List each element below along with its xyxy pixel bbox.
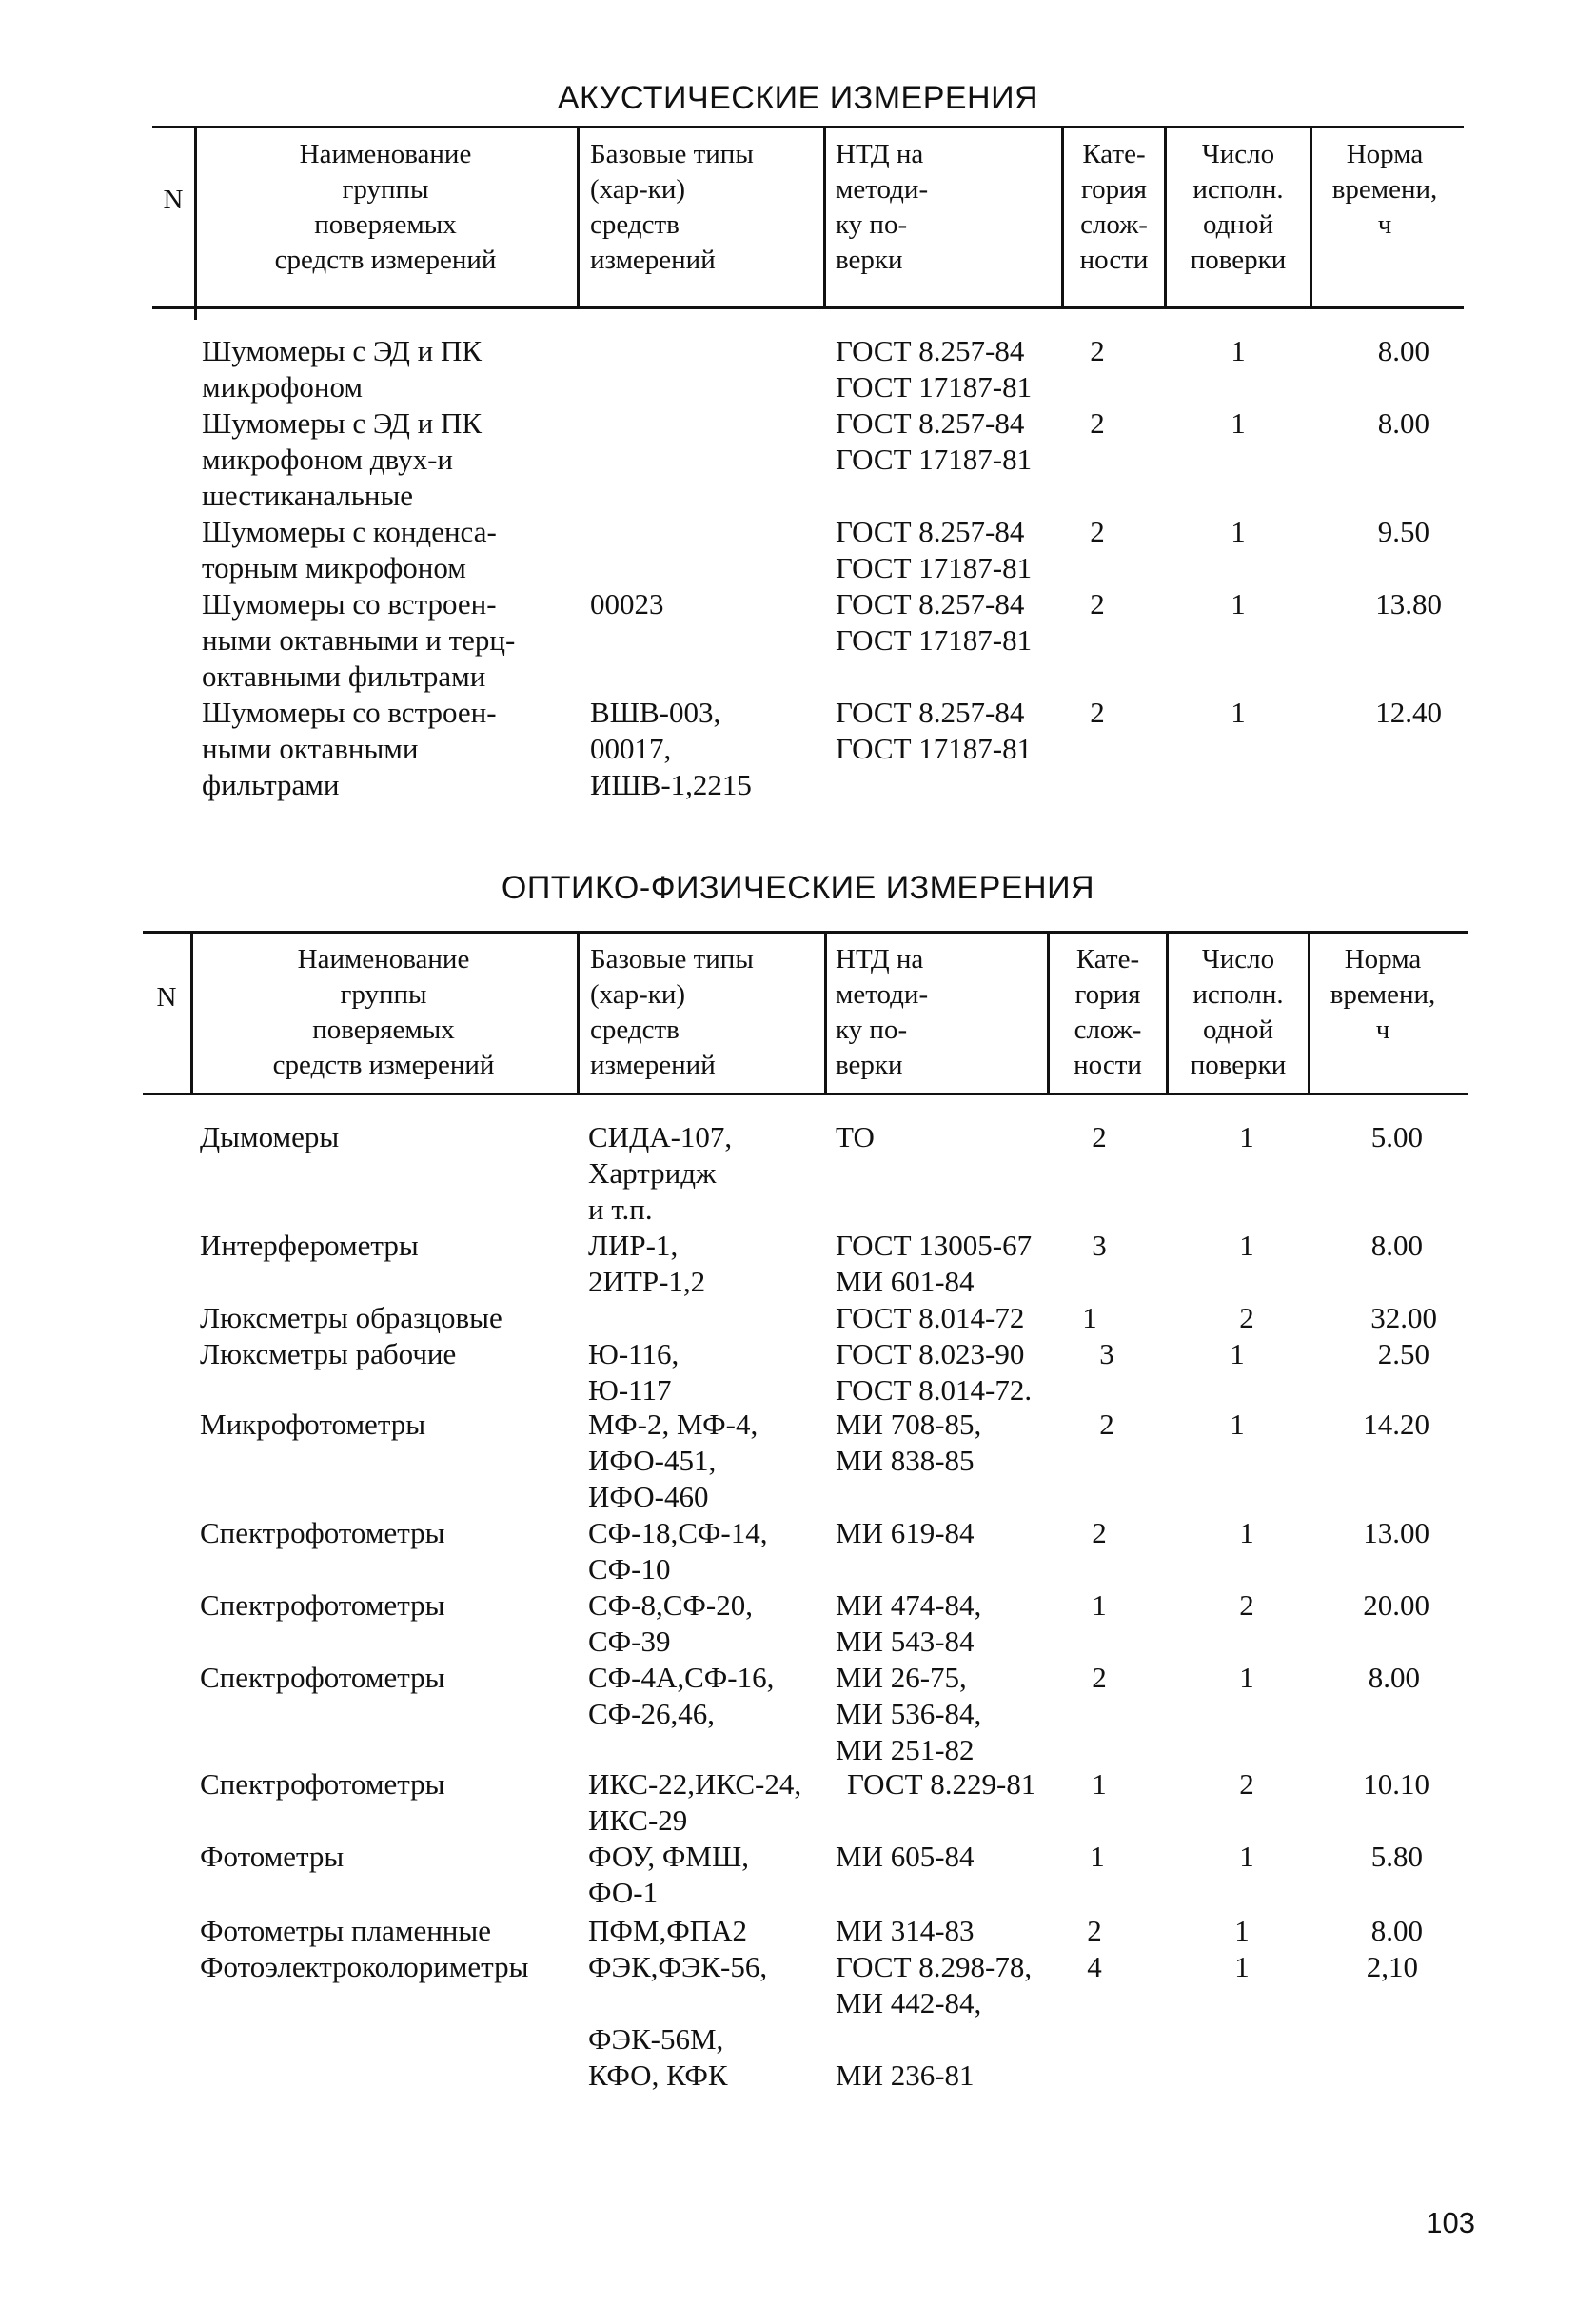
cell-count: 1 bbox=[1231, 587, 1246, 621]
cell-name: Люксметры образцовые bbox=[200, 1301, 502, 1334]
cell-count: 1 bbox=[1239, 1661, 1254, 1694]
cell-category: 3 bbox=[1099, 1337, 1114, 1370]
cell-ntd: МИ 708-85, МИ 838-85 bbox=[836, 1408, 982, 1477]
column-divider bbox=[577, 126, 580, 308]
cell-ntd: ГОСТ 8.257-84 ГОСТ 17187-81 bbox=[836, 587, 1033, 657]
column-divider bbox=[1308, 931, 1310, 1093]
cell-norm: 2.50 bbox=[1377, 1337, 1429, 1370]
cell-name: Люксметры рабочие bbox=[200, 1337, 457, 1370]
table-rule bbox=[152, 306, 1464, 309]
cell-ntd: МИ 619-84 bbox=[836, 1516, 975, 1549]
cell-ntd: ГОСТ 8.257-84 ГОСТ 17187-81 bbox=[836, 515, 1033, 584]
cell-category: 3 bbox=[1092, 1229, 1107, 1262]
cell-category: 1 bbox=[1092, 1588, 1107, 1622]
cell-name: Шумомеры с ЭД и ПК микрофоном bbox=[202, 334, 483, 404]
cell-name: Шумомеры с конденса- торным микрофоном bbox=[202, 515, 497, 584]
cell-types: ФЭК,ФЭК-56, ФЭК-56М, КФО, КФК bbox=[588, 1950, 768, 2092]
cell-ntd: МИ 474-84, МИ 543-84 bbox=[836, 1588, 982, 1658]
cell-types: СФ-18,СФ-14, СФ-10 bbox=[588, 1516, 768, 1586]
cell-ntd: ГОСТ 8.257-84 ГОСТ 17187-81 bbox=[836, 696, 1033, 765]
cell-norm: 13.80 bbox=[1375, 587, 1442, 621]
cell-ntd: ТО bbox=[836, 1120, 875, 1153]
cell-category: 1 bbox=[1082, 1301, 1097, 1334]
cell-category: 2 bbox=[1090, 515, 1105, 548]
cell-name: Спектрофотометры bbox=[200, 1588, 445, 1622]
cell-count: 1 bbox=[1231, 406, 1246, 440]
cell-category: 1 bbox=[1092, 1767, 1107, 1801]
header-ntd: НТД на методи- ку по- верки bbox=[836, 944, 929, 1080]
cell-ntd: МИ 605-84 bbox=[836, 1840, 975, 1873]
cell-name: Шумомеры со встроен- ными октавными фильтрами bbox=[202, 696, 497, 801]
cell-norm: 5.80 bbox=[1370, 1840, 1423, 1873]
table-rule bbox=[143, 931, 1468, 934]
cell-types: СФ-8,СФ-20, СФ-39 bbox=[588, 1588, 753, 1658]
cell-ntd: ГОСТ 8.014-72 bbox=[836, 1301, 1025, 1334]
cell-ntd: МИ 26-75, МИ 536-84, МИ 251-82 bbox=[836, 1661, 982, 1766]
cell-norm: 8.00 bbox=[1377, 406, 1429, 440]
cell-ntd: ГОСТ 8.257-84 ГОСТ 17187-81 bbox=[836, 334, 1033, 404]
cell-name: Спектрофотометры bbox=[200, 1661, 445, 1694]
cell-count: 1 bbox=[1239, 1840, 1254, 1873]
cell-ntd: ГОСТ 13005-67 МИ 601-84 bbox=[836, 1229, 1033, 1298]
header-ntd: НТД на методи- ку по- верки bbox=[836, 139, 929, 275]
cell-category: 2 bbox=[1099, 1408, 1114, 1441]
header-types: Базовые типы (хар-ки) средств измерений bbox=[590, 944, 754, 1080]
cell-name: Микрофотометры bbox=[200, 1408, 426, 1441]
cell-norm: 8.00 bbox=[1370, 1229, 1423, 1262]
header-norm: Норма времени, ч bbox=[1330, 944, 1436, 1045]
cell-name: Фотометры bbox=[200, 1840, 345, 1873]
cell-count: 1 bbox=[1231, 515, 1246, 548]
cell-types: Ю-116, Ю-117 bbox=[588, 1337, 680, 1407]
header-category: Кате- гория слож- ности bbox=[1074, 944, 1142, 1080]
cell-category: 1 bbox=[1090, 1840, 1105, 1873]
cell-ntd: ГОСТ 8.257-84 ГОСТ 17187-81 bbox=[836, 406, 1033, 476]
cell-norm: 10.10 bbox=[1363, 1767, 1429, 1801]
cell-norm: 8.00 bbox=[1377, 334, 1429, 367]
cell-category: 2 bbox=[1090, 696, 1105, 729]
cell-types: ВШВ-003, 00017, ИШВ-1,2215 bbox=[590, 696, 752, 801]
cell-category: 2 bbox=[1092, 1120, 1107, 1153]
cell-name: Фотометры пламенные bbox=[200, 1914, 491, 1947]
cell-ntd: ГОСТ 8.023-90 ГОСТ 8.014-72. bbox=[836, 1337, 1033, 1407]
cell-count: 2 bbox=[1239, 1767, 1254, 1801]
cell-norm: 12.40 bbox=[1375, 696, 1442, 729]
cell-norm: 2,10 bbox=[1366, 1950, 1418, 1983]
cell-norm: 14.20 bbox=[1363, 1408, 1429, 1441]
header-category: Кате- гория слож- ности bbox=[1079, 139, 1149, 275]
column-divider bbox=[824, 931, 827, 1093]
cell-category: 2 bbox=[1090, 334, 1105, 367]
cell-count: 1 bbox=[1239, 1229, 1254, 1262]
column-divider bbox=[1310, 126, 1312, 308]
header-name: Наименование группы поверяемых средств измерений bbox=[272, 944, 495, 1080]
optical-title: ОПТИКО-ФИЗИЧЕСКИЕ ИЗМЕРЕНИЯ bbox=[501, 870, 1095, 906]
column-divider bbox=[823, 126, 826, 308]
cell-types: 00023 bbox=[590, 587, 664, 621]
header-norm: Норма времени, ч bbox=[1331, 139, 1438, 240]
table-rule bbox=[152, 126, 1464, 128]
cell-name: Спектрофотометры bbox=[200, 1767, 445, 1801]
cell-types: ПФМ,ФПА2 bbox=[588, 1914, 747, 1947]
column-divider bbox=[194, 126, 197, 320]
cell-count: 2 bbox=[1239, 1301, 1254, 1334]
cell-ntd: ГОСТ 8.229-81 bbox=[847, 1767, 1036, 1801]
acoustic-title: АКУСТИЧЕСКИЕ ИЗМЕРЕНИЯ bbox=[557, 80, 1039, 116]
cell-ntd: ГОСТ 8.298-78, МИ 442-84, МИ 236-81 bbox=[836, 1950, 1033, 2092]
cell-types: ЛИР-1, 2ИТР-1,2 bbox=[588, 1229, 706, 1298]
table-rule bbox=[143, 1093, 1468, 1095]
cell-norm: 32.00 bbox=[1370, 1301, 1437, 1334]
cell-name: Дымомеры bbox=[200, 1120, 340, 1153]
cell-category: 2 bbox=[1092, 1516, 1107, 1549]
column-divider bbox=[190, 931, 193, 1093]
cell-count: 1 bbox=[1231, 334, 1246, 367]
header-types: Базовые типы (хар-ки) средств измерений bbox=[590, 139, 754, 275]
cell-norm: 5.00 bbox=[1370, 1120, 1423, 1153]
header-count: Число исполн. одной поверки bbox=[1190, 139, 1287, 275]
cell-types: СФ-4А,СФ-16, СФ-26,46, bbox=[588, 1661, 775, 1730]
header-count: Число исполн. одной поверки bbox=[1190, 944, 1287, 1080]
cell-count: 1 bbox=[1231, 696, 1246, 729]
cell-types: СИДА-107, Хартридж и т.п. bbox=[588, 1120, 733, 1226]
cell-category: 2 bbox=[1087, 1914, 1102, 1947]
cell-count: 1 bbox=[1234, 1950, 1250, 1983]
cell-norm: 8.00 bbox=[1368, 1661, 1420, 1694]
cell-types: МФ-2, МФ-4, ИФО-451, ИФО-460 bbox=[588, 1408, 759, 1513]
cell-norm: 13.00 bbox=[1363, 1516, 1429, 1549]
header-name: Наименование группы поверяемых средств измерений bbox=[274, 139, 497, 275]
header-n: N bbox=[156, 982, 177, 1013]
cell-count: 2 bbox=[1239, 1588, 1254, 1622]
cell-count: 1 bbox=[1239, 1516, 1254, 1549]
cell-name: Шумомеры со встроен- ными октавными и терц- октавными фильтрами bbox=[202, 587, 516, 693]
column-divider bbox=[577, 931, 580, 1093]
cell-name: Спектрофотометры bbox=[200, 1516, 445, 1549]
cell-norm: 20.00 bbox=[1363, 1588, 1429, 1622]
cell-ntd: МИ 314-83 bbox=[836, 1914, 975, 1947]
cell-norm: 8.00 bbox=[1370, 1914, 1423, 1947]
page-number: 103 bbox=[1426, 2206, 1475, 2239]
cell-count: 1 bbox=[1230, 1337, 1245, 1370]
cell-count: 1 bbox=[1234, 1914, 1250, 1947]
cell-name: Фотоэлектроколориметры bbox=[200, 1950, 529, 1983]
cell-name: Шумомеры с ЭД и ПК микрофоном двух-и шестиканальные bbox=[202, 406, 483, 512]
cell-category: 2 bbox=[1090, 587, 1105, 621]
cell-types: ФОУ, ФМШ, ФО-1 bbox=[588, 1840, 749, 1909]
header-n: N bbox=[163, 185, 184, 215]
cell-category: 2 bbox=[1090, 406, 1105, 440]
cell-count: 1 bbox=[1239, 1120, 1254, 1153]
cell-types: ИКС-22,ИКС-24, ИКС-29 bbox=[588, 1767, 802, 1837]
cell-category: 4 bbox=[1087, 1950, 1102, 1983]
cell-category: 2 bbox=[1092, 1661, 1107, 1694]
cell-count: 1 bbox=[1230, 1408, 1245, 1441]
cell-name: Интерферометры bbox=[200, 1229, 419, 1262]
cell-norm: 9.50 bbox=[1377, 515, 1429, 548]
